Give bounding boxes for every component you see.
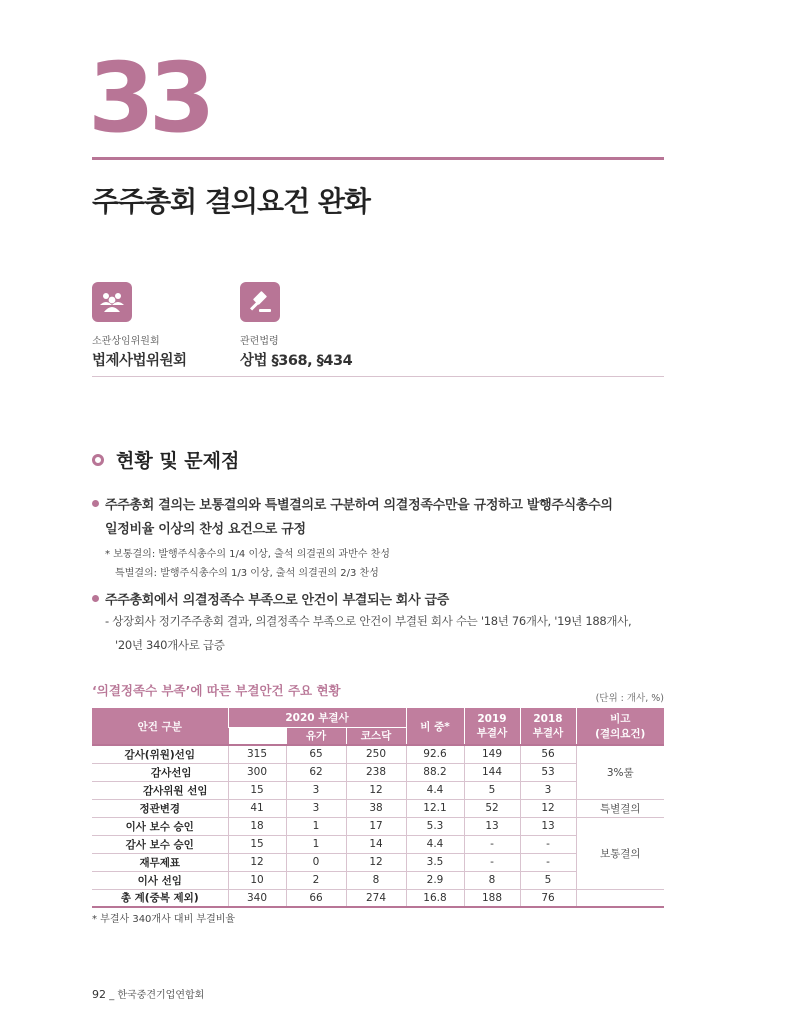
table-row [92,799,664,817]
cell-kosdaq: 38 [346,799,406,817]
row-label: 감사선임 [92,763,228,781]
cell-2018: 12 [520,799,576,817]
cell-2018: 53 [520,763,576,781]
cell-kosdaq: 12 [346,853,406,871]
law-value: 상법 §368, §434 [240,353,353,369]
table-row-total [92,889,664,907]
cell-ratio: 12.1 [406,799,464,817]
cell-total: 340 [228,889,286,907]
committee-label: 소관상임위원회 [92,336,160,347]
cell-2019: 144 [464,763,520,781]
dash-item-line-2: '20년 340개사로 급증 [115,638,225,652]
row-label: 이사 보수 승인 [92,817,228,835]
row-label: 총 계(중복 제외) [92,889,228,907]
cell-total: 41 [228,799,286,817]
cell-2019: 5 [464,781,520,799]
cell-kospi: 3 [286,799,346,817]
cell-kospi: 65 [286,745,346,763]
cell-kosdaq: 17 [346,817,406,835]
row-label: 재무제표 [92,853,228,871]
cell-kospi: 2 [286,871,346,889]
chapter-number: 33 [88,42,210,154]
cell-total: 10 [228,871,286,889]
note-special-resolution: 특별결의: 발행주식총수의 1/3 이상, 출석 의결권의 2/3 찬성 [115,568,379,579]
row-label: 감사 보수 승인 [92,835,228,853]
cell-total: 18 [228,817,286,835]
cell-kosdaq: 238 [346,763,406,781]
info-divider [92,376,664,377]
cell-2018: 3 [520,781,576,799]
cell-ratio: 3.5 [406,853,464,871]
table-row [92,817,664,835]
note-ordinary-resolution: * 보통결의: 발행주식총수의 1/4 이상, 출석 의결권의 과반수 찬성 [105,549,390,560]
row-label: 감사(위원)선임 [92,745,228,763]
row-label: 정관변경 [92,799,228,817]
dash-item-line-1: - 상장회사 정기주주총회 결과, 의결정족수 부족으로 안건이 부결된 회사 수는 '18년 76개사, '19년 188개사, [105,614,632,628]
ring-bullet-icon [92,454,104,466]
row-label: 감사위원 선임 [92,781,228,799]
cell-kospi: 62 [286,763,346,781]
cell-total: 300 [228,763,286,781]
header-kosdaq: 코스닥 [346,727,406,745]
publisher-name: 한국중견기업연합회 [117,990,205,1001]
table-row [92,745,664,763]
note-3pct-rule: 3%룰 [576,745,664,799]
cell-note-empty [576,889,664,907]
cell-ratio: 5.3 [406,817,464,835]
cell-ratio: 2.9 [406,871,464,889]
cell-2019: 8 [464,871,520,889]
table-title: ‘의결정족수 부족’에 따른 부결안건 주요 현황 [92,683,341,698]
table-footnote: * 부결사 340개사 대비 부결비율 [92,914,236,925]
law-label: 관련법령 [240,336,279,347]
bullet-1-line-1: 주주총회 결의는 보통결의와 특별결의로 구분하여 의결정족수만을 규정하고 발행주식총수의 [105,498,613,513]
cell-ratio: 92.6 [406,745,464,763]
cell-ratio: 16.8 [406,889,464,907]
header-item: 안건 구분 [92,708,228,745]
bullet-item-2 [92,589,449,608]
cell-ratio: 88.2 [406,763,464,781]
note-special-resolution-cell: 특별결의 [576,799,664,817]
bullet-item-1 [92,494,613,513]
cell-2018: - [520,835,576,853]
cell-2018: - [520,853,576,871]
dot-bullet-icon [92,595,99,602]
row-label: 이사 선임 [92,871,228,889]
dot-bullet-icon [92,500,99,507]
gavel-icon [240,282,280,322]
bullet-1-line-2: 일정비율 이상의 찬성 요건으로 규정 [105,522,306,537]
cell-2018: 56 [520,745,576,763]
header-ratio: 비 중* [406,708,464,745]
cell-total: 315 [228,745,286,763]
cell-2019: - [464,853,520,871]
cell-kospi: 66 [286,889,346,907]
cell-ratio: 4.4 [406,781,464,799]
cell-ratio: 4.4 [406,835,464,853]
cell-2019: 13 [464,817,520,835]
law-info [240,282,352,370]
note-ordinary-resolution-cell: 보통결의 [576,817,664,889]
cell-kospi: 0 [286,853,346,871]
cell-kospi: 1 [286,835,346,853]
rejection-status-table [92,708,664,908]
header-2020: 2020 부결사 [228,708,406,727]
page-footer [92,986,204,1001]
page-title: 주주총회 결의요건 완화 [92,185,370,218]
header-kospi: 유가 [286,727,346,745]
footer-separator: _ [109,990,115,1001]
page-number: 92 [92,988,106,1001]
people-group-icon [92,282,132,322]
cell-2018: 5 [520,871,576,889]
committee-value: 법제사법위원회 [92,353,187,369]
cell-total: 12 [228,853,286,871]
cell-total: 15 [228,835,286,853]
table-unit: (단위 : 개사, %) [595,693,664,704]
header-2019: 2019 부결사 [464,708,520,745]
cell-kospi: 3 [286,781,346,799]
committee-info [92,282,187,370]
cell-kosdaq: 250 [346,745,406,763]
header-2020-total [228,727,286,745]
cell-kosdaq: 14 [346,835,406,853]
section-title: 현황 및 문제점 [116,450,240,472]
cell-kosdaq: 12 [346,781,406,799]
cell-2019: - [464,835,520,853]
header-2018: 2018 부결사 [520,708,576,745]
cell-2019: 149 [464,745,520,763]
cell-2019: 188 [464,889,520,907]
section-heading [92,446,239,473]
cell-2018: 76 [520,889,576,907]
cell-kospi: 1 [286,817,346,835]
chapter-divider [92,157,664,160]
cell-kosdaq: 8 [346,871,406,889]
cell-2019: 52 [464,799,520,817]
cell-total: 15 [228,781,286,799]
cell-2018: 13 [520,817,576,835]
cell-kosdaq: 274 [346,889,406,907]
header-note: 비고 (결의요건) [576,708,664,745]
bullet-2-text: 주주총회에서 의결정족수 부족으로 안건이 부결되는 회사 급증 [105,593,450,608]
